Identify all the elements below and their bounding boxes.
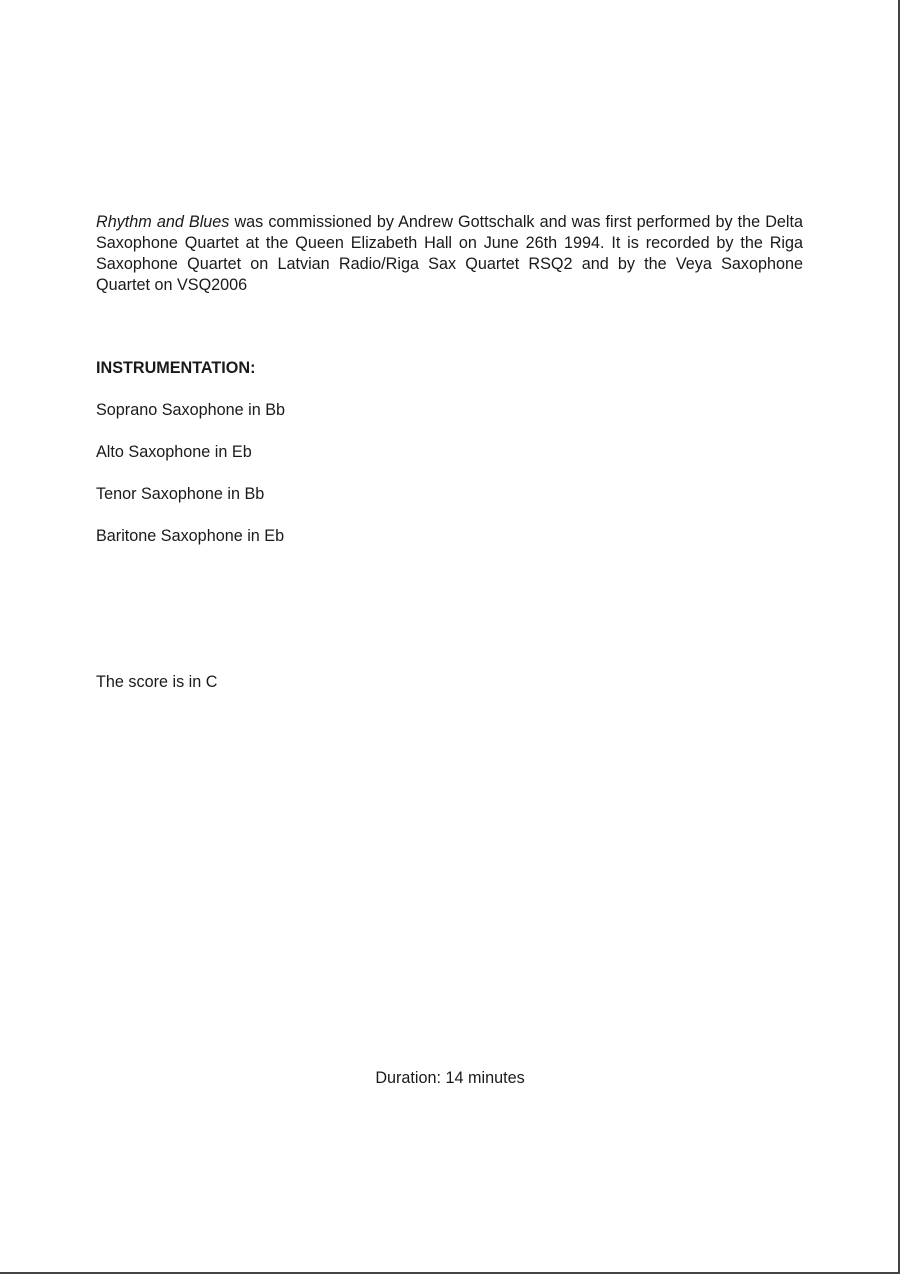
instrument-item-soprano: Soprano Saxophone in Bb — [96, 401, 286, 419]
duration-text: Duration: 14 minutes — [375, 1069, 525, 1087]
work-title: Rhythm and Blues — [96, 213, 230, 231]
instrument-item-alto: Alto Saxophone in Eb — [96, 443, 252, 461]
instrumentation-heading: INSTRUMENTATION: — [96, 359, 256, 377]
intro-paragraph — [96, 212, 803, 296]
instrument-item-baritone: Baritone Saxophone in Eb — [96, 527, 285, 545]
instrument-item-tenor: Tenor Saxophone in Bb — [96, 485, 265, 503]
intro-text: was commissioned by Andrew Gottschalk and was first performed by the Delta Saxophone Quartet at the Queen Elizabeth Hall on June 26th 1994. It is recorded by the Riga Saxophone Quartet on Latvian Radio/Riga Sax Quartet RSQ2 and by the Veya Saxophone Quartet on VSQ2006 — [96, 213, 803, 294]
score-key-note: The score is in C — [96, 673, 218, 691]
